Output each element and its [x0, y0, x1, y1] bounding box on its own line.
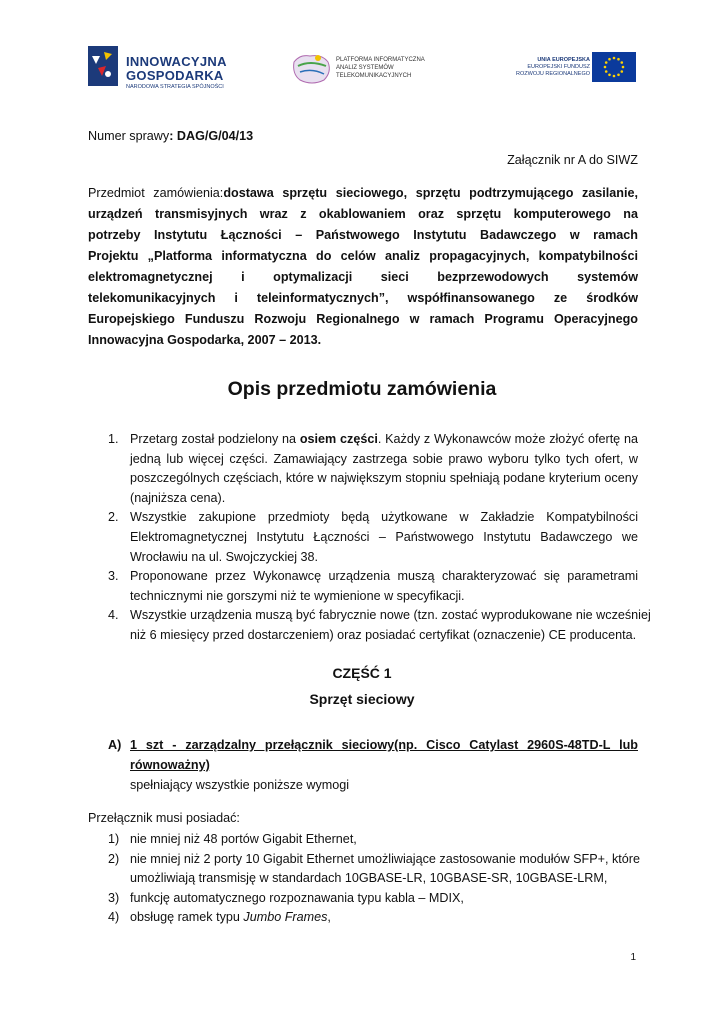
- item-line: obsługę ramek typu Jumbo Frames,: [130, 910, 331, 925]
- logo-left-line1: INNOWACYJNA: [126, 54, 227, 69]
- item-number: 1.: [108, 432, 119, 446]
- list-item: [108, 508, 638, 567]
- subject-line: Innowacyjna Gospodarka, 2007 – 2013.: [88, 333, 322, 347]
- list-item: [108, 908, 638, 928]
- platforma-map-icon: [288, 48, 334, 88]
- section-item-note: spełniający wszystkie poniższe wymogi: [130, 778, 350, 792]
- logo-right-line1: UNIA EUROPEJSKA: [537, 57, 590, 63]
- item-line: technicznymi nie gorszymi niż te wymienione w specyfikacji.: [130, 588, 465, 603]
- subject-line: potrzeby Instytutu Łączności – Państwowego Instytutu Badawczego w ramach: [88, 228, 638, 242]
- document-title: Opis przedmiotu zamówienia: [227, 378, 497, 400]
- header-logos: [0, 40, 724, 100]
- requirements-list: [108, 830, 638, 928]
- case-number: : DAG/G/04/13: [169, 129, 254, 143]
- item-line: niż 6 miesięcy przed dostarczeniem) oraz posiadać certyfikat (oznaczenie) CE producenta.: [130, 627, 637, 642]
- subject-line: telekomunikacyjnych i teleinformatycznych”, współfinansowanego ze środków: [88, 291, 638, 305]
- section-body: [108, 735, 638, 795]
- eu-logo: [500, 50, 640, 86]
- item-line: Wrocławiu na ul. Swojczyckiej 38.: [130, 549, 319, 564]
- logo-left-line2: GOSPODARKA: [126, 68, 224, 83]
- section-a: [108, 735, 638, 795]
- points-list: [108, 430, 651, 646]
- subject-line: Projektu „Platforma informatyczna do celów analiz propagacyjnych, kompatybilności: [88, 249, 638, 263]
- annex-label: Załącznik nr A do SIWZ: [507, 153, 638, 167]
- page-number: 1: [630, 952, 636, 963]
- list-item: [108, 889, 638, 909]
- subject-line: [88, 183, 638, 204]
- innowacyjna-gospodarka-logo: [86, 44, 246, 96]
- case-number-line: [88, 126, 638, 147]
- item-line: Proponowane przez Wykonawcę urządzenia muszą charakteryzować się parametrami: [130, 569, 638, 584]
- part-heading: CZĘŚĆ 1: [332, 665, 392, 681]
- case-label: Numer sprawy: [88, 129, 170, 143]
- requirements-intro: Przełącznik musi posiadać:: [88, 811, 240, 825]
- logo-mid-line2: ANALIZ SYSTEMÓW: [336, 65, 394, 71]
- item-line: umożliwiają transmisję w standardach 10GBASE-LR, 10GBASE-SR, 10GBASE-LRM,: [130, 871, 608, 886]
- logo-right-line2: EUROPEJSKI FUNDUSZ: [527, 64, 590, 70]
- subject-line: elektromagnetycznej i optymalizacji sieci bezprzewodowych systemów: [88, 270, 638, 284]
- eu-flag-icon: [592, 52, 636, 82]
- subject-line: Europejskiego Funduszu Rozwoju Regionalnego w ramach Programu Operacyjnego: [88, 312, 638, 326]
- item-line: jedną lub więcej części. Zamawiający zastrzega sobie prawo wyboru tylko tych ofert, w: [130, 451, 638, 466]
- ig-mark-icon: [86, 44, 122, 92]
- item-line: Wszystkie zakupione przedmioty będą użytkowane w Zakładzie Kompatybilności: [130, 510, 638, 525]
- list-item: [108, 830, 638, 850]
- emphasis-text: osiem części: [299, 432, 378, 446]
- item-line: (najniższa cena).: [130, 490, 226, 505]
- section-item-title: 1 szt - zarządzalny przełącznik sieciowy(np. Cisco Catylast 2960S-48TD-L lub: [130, 738, 638, 752]
- subject-text: dostawa sprzętu sieciowego, sprzętu podtrzymującego zasilanie,: [223, 186, 639, 200]
- section-label: A): [108, 738, 122, 752]
- logo-mid-line3: TELEKOMUNIKACYJNYCH: [336, 73, 412, 79]
- item-line: nie mniej niż 2 porty 10 Gigabit Ethernet umożliwiające zastosowanie modułów SFP+, które: [130, 851, 640, 866]
- item-line: Przetarg został podzielony na osiem części. Każdy z Wykonawców może złożyć ofertę na: [130, 432, 638, 446]
- item-line: poszczególnych częściach, które w największym stopniu spełniają podane kryterium oceny: [130, 471, 638, 486]
- logo-left-line3: NARODOWA STRATEGIA SPÓJNOŚCI: [126, 84, 224, 90]
- list-item: [108, 567, 638, 606]
- item-number: 4.: [108, 608, 119, 623]
- logo-mid-line1: PLATFORMA INFORMATYCZNA: [336, 57, 425, 63]
- italic-text: Jumbo Frames: [243, 910, 328, 925]
- eu-text: [516, 57, 590, 78]
- item-number: 2): [108, 851, 120, 866]
- list-item: [108, 430, 638, 508]
- item-line: funkcję automatycznego rozpoznawania typu kabla – MDIX,: [130, 890, 464, 905]
- item-line: Elektromagnetycznej Instytutu Łączności – Państwowego Instytutu Badawczego we: [130, 529, 638, 544]
- section-item-title-cont: równoważny): [130, 758, 210, 772]
- item-number: 4): [108, 910, 120, 925]
- list-item: [108, 850, 638, 889]
- subject-line: urządzeń transmisyjnych wraz z okablowaniem oraz sprzętu komputerowego na: [88, 207, 638, 221]
- item-line: nie mniej niż 48 portów Gigabit Ethernet,: [130, 832, 357, 846]
- logo-right-line3: ROZWOJU REGIONALNEGO: [516, 71, 590, 77]
- part-subheading: Sprzęt sieciowy: [309, 691, 415, 707]
- subject-label: Przedmiot zamówienia:: [88, 186, 224, 200]
- item-number: 1): [108, 832, 120, 846]
- platforma-text: [336, 56, 425, 80]
- list-item: [108, 606, 651, 645]
- item-line: Wszystkie urządzenia muszą być fabrycznie nowe (tzn. zostać wyprodukowane nie wcześniej: [130, 608, 651, 623]
- item-number: 3): [108, 890, 120, 905]
- item-number: 3.: [108, 569, 119, 584]
- item-number: 2.: [108, 510, 119, 525]
- subject-paragraph: [88, 183, 638, 351]
- platforma-logo: [288, 48, 448, 94]
